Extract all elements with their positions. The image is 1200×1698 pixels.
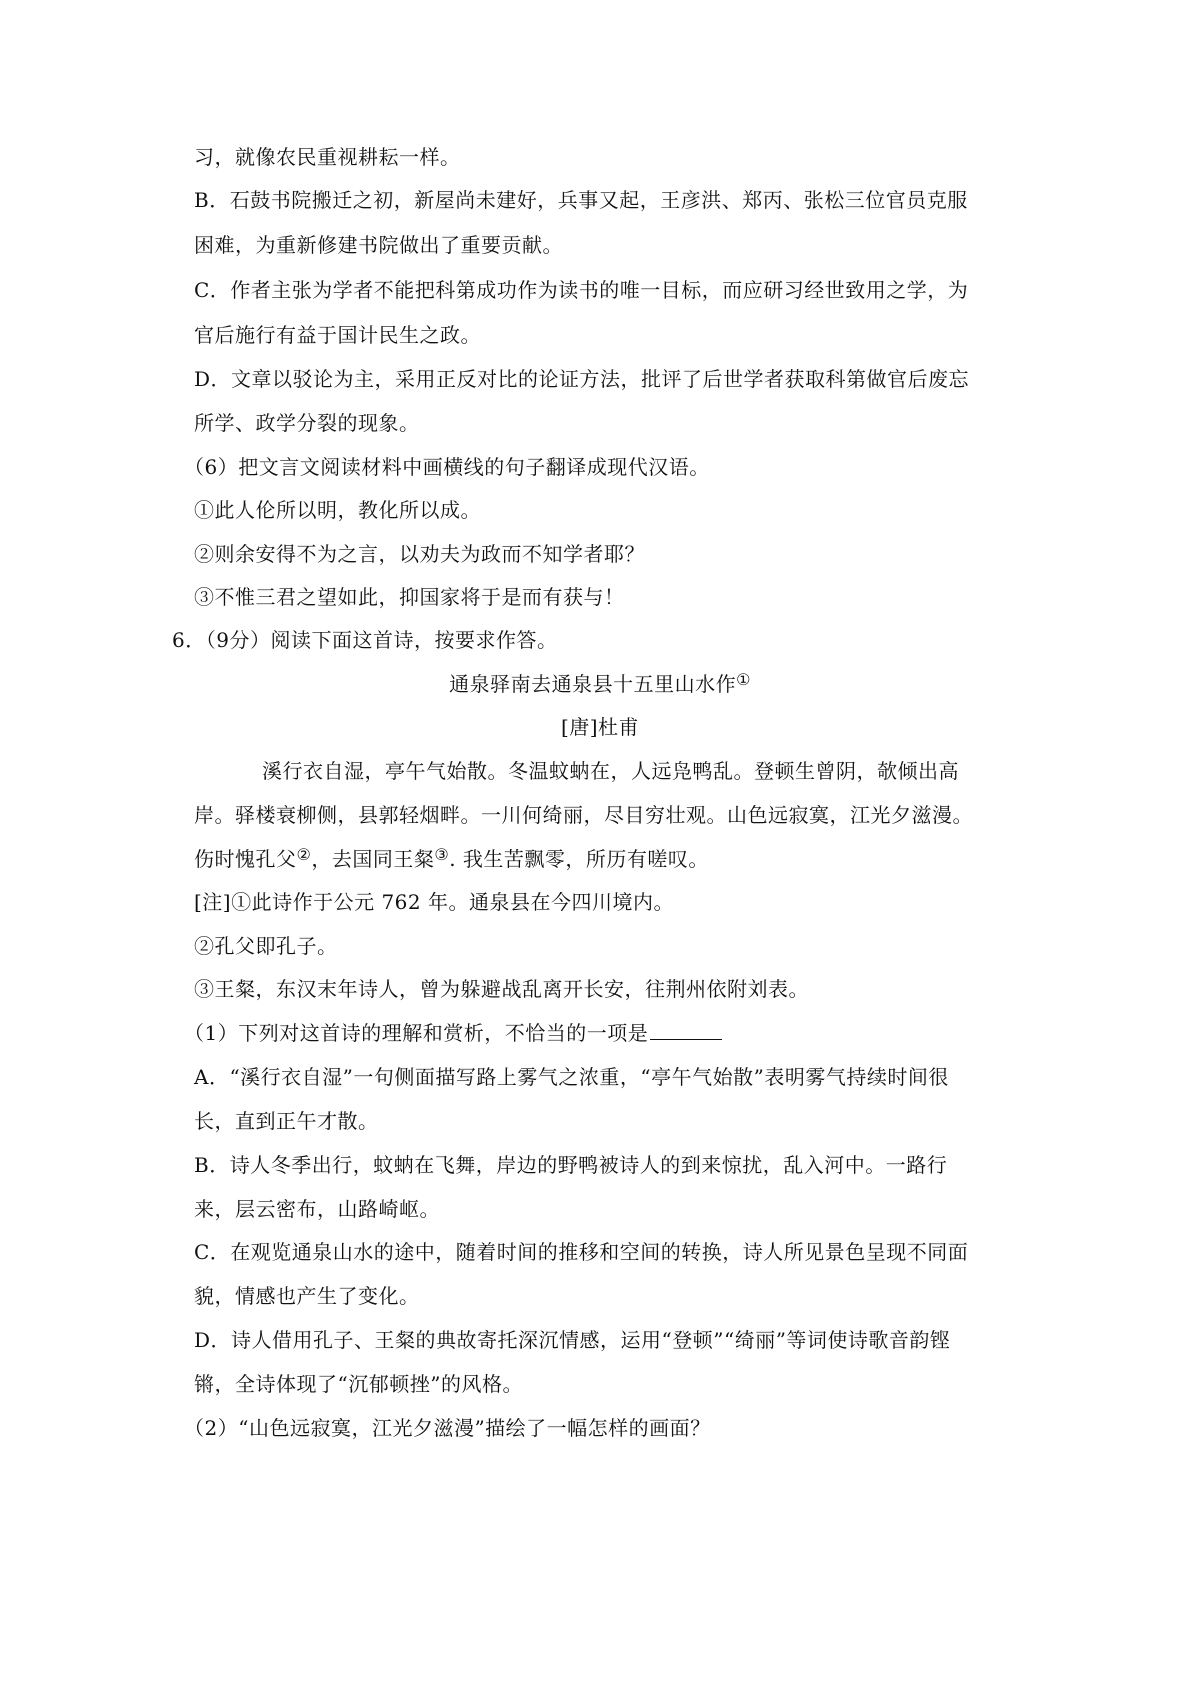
choice-b-line-1: B．诗人冬季出行，蚊蚋在飞舞，岸边的野鸭被诗人的到来惊扰，乱入河中。一路行 [194,1153,948,1177]
footnote-1: [注]①此诗作于公元 762 年。通泉县在今四川境内。 [194,890,674,914]
option-c-line-1: C．作者主张为学者不能把科第成功作为读书的唯一目标，而应研习经世致用之学，为 [194,278,969,302]
footnote-3: ③王粲，东汉末年诗人，曾为躲避战乱离开长安，往荆州依附刘表。 [194,977,809,1001]
option-a-continuation: 习，就像农民重视耕耘一样。 [194,145,461,169]
choice-a-line-1: A．“溪行衣自湿”一句侧面描写路上雾气之浓重，“亭午气始散”表明雾气持续时间很 [194,1065,949,1089]
poem-author: [唐]杜甫 [560,715,640,739]
poem-line-3 [194,845,709,873]
translation-item-1: ①此人伦所以明，教化所以成。 [194,498,481,522]
footnote-mark-3: ③ [434,845,450,864]
choice-d-line-1: D．诗人借用孔子、王粲的典故寄托深沉情感，运用“登顿”“绮丽”等词使诗歌音韵铿 [194,1328,951,1352]
option-c-line-2: 官后施行有益于国计民生之政。 [194,323,481,347]
poem-line-2: 岸。驿楼衰柳侧，县郭轻烟畔。一川何绮丽，尽目穷壮观。山色远寂寞，江光夕滋漫。 [194,803,973,827]
poem-title [0,670,1200,698]
option-b-line-2: 困难，为重新修建书院做出了重要贡献。 [194,233,563,257]
poem-title-footnote-mark: ① [736,670,751,689]
sub-question-1 [184,1019,722,1047]
choice-c-line-1: C．在观览通泉山水的途中，随着时间的推移和空间的转换，诗人所见景色呈现不同面 [194,1240,969,1264]
poem-line-3-part-1: 伤时愧孔父 [194,847,297,871]
option-b-line-1: B．石鼓书院搬迁之初，新屋尚未建好，兵事又起，王彦洪、郑丙、张松三位官员克服 [194,188,968,212]
choice-b-line-2: 来，层云密布，山路崎岖。 [194,1197,440,1221]
choice-a-line-2: 长，直到正午才散。 [194,1109,379,1133]
poem-title-text: 通泉驿南去通泉县十五里山水作 [449,672,737,696]
option-d-line-1: D．文章以驳论为主，采用正反对比的论证方法，批评了后世学者获取科第做官后废忘 [194,367,970,391]
poem-line-3-part-3: . 我生苦飘零，所历有嗟叹。 [449,847,709,871]
poem-line-1: 溪行衣自湿，亭午气始散。冬温蚊蚋在，人远凫鸭乱。登顿生曾阴，欹倾出高 [262,759,959,783]
choice-c-line-2: 貌，情感也产生了变化。 [194,1284,420,1308]
option-d-line-2: 所学、政学分裂的现象。 [194,411,420,435]
translation-item-3: ③不惟三君之望如此，抑国家将于是而有获与！ [194,585,625,609]
sub-question-2: （2）“山色远寂寞，江光夕滋漫”描绘了一幅怎样的画面？ [184,1416,711,1440]
sub-question-1-text: （1）下列对这首诗的理解和赏析，不恰当的一项是 [184,1021,649,1045]
question-6-heading: 6．（9分）阅读下面这首诗，按要求作答。 [172,628,558,652]
answer-blank [650,1019,722,1040]
footnote-mark-2: ② [296,845,312,864]
footnote-2: ②孔父即孔子。 [194,934,338,958]
translation-item-2: ②则余安得不为之言，以劝夫为政而不知学者耶？ [194,542,645,566]
choice-d-line-2: 锵，全诗体现了“沉郁顿挫”的风格。 [194,1372,523,1396]
poem-line-3-part-2: ，去国同王粲 [311,847,435,871]
question-6-translation: （6）把文言文阅读材料中画横线的句子翻译成现代汉语。 [184,455,710,479]
